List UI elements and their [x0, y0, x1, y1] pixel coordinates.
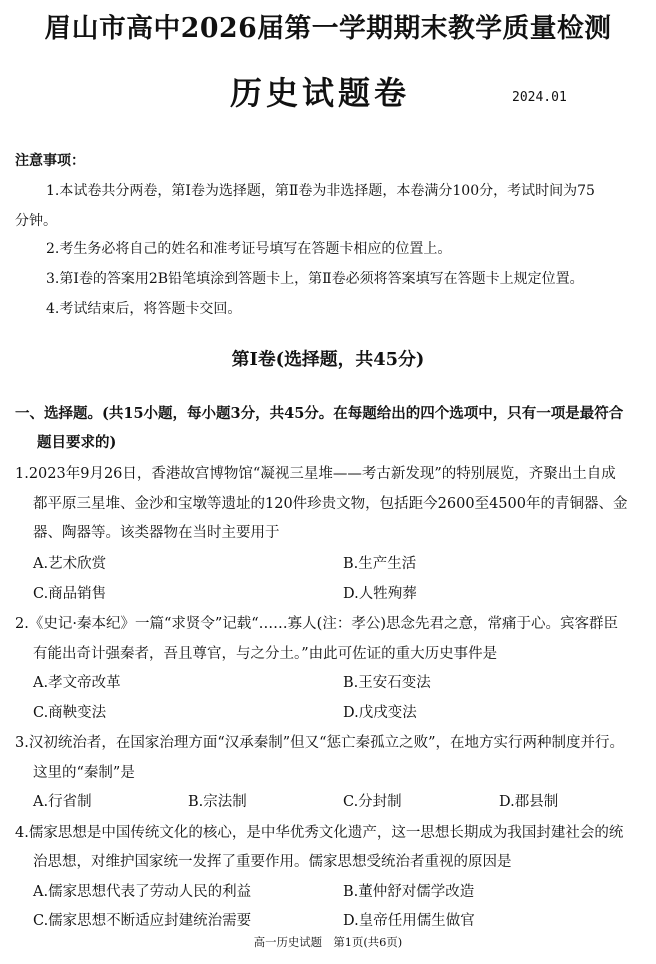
exam-date: 2024.01	[512, 90, 567, 105]
question-2-line-1: 2.《史记·秦本纪》一篇“求贤令”记载“……寡人(注：孝公)思念先君之意，常痛于心。宾客群臣	[15, 616, 618, 632]
section-heading-cont: 题目要求的)	[37, 434, 117, 451]
question-1-line-2: 都平原三星堆、金沙和宝墩等遗址的120件珍贵文物，包括距今2600至4500年的青铜器、金	[33, 496, 628, 512]
question-4-option-a[interactable]: A.儒家思想代表了劳动人民的利益	[33, 884, 252, 900]
note-item-1: 1.本试卷共分两卷，第Ⅰ卷为选择题，第Ⅱ卷为非选择题，本卷满分100分，考试时间为75	[46, 183, 595, 199]
question-1-option-d[interactable]: D.人牲殉葬	[343, 586, 417, 602]
question-1-line-3: 器、陶器等。该类器物在当时主要用于	[33, 525, 280, 541]
question-1-option-b[interactable]: B.生产生活	[343, 556, 417, 572]
question-3-option-d[interactable]: D.郡县制	[499, 794, 559, 810]
note-item-1-cont: 分钟。	[15, 213, 57, 229]
question-2-option-d[interactable]: D.戊戌变法	[343, 705, 417, 721]
question-3-option-c[interactable]: C.分封制	[343, 794, 402, 810]
section-heading: 一、选择题。(共15小题，每小题3分，共45分。在每题给出的四个选项中，只有一项是最符合	[15, 405, 624, 422]
section-title: 第Ⅰ卷(选择题，共45分)	[231, 349, 425, 370]
question-3-line-2: 这里的“秦制”是	[33, 765, 135, 781]
exam-school-title: 眉山市高中2026届第一学期期末教学质量检测	[44, 13, 612, 44]
question-1-option-a[interactable]: A.艺术欣赏	[33, 556, 107, 572]
question-2-option-a[interactable]: A.孝文帝改革	[33, 675, 121, 691]
question-3-option-a[interactable]: A.行省制	[33, 794, 92, 810]
question-4-line-2: 治思想，对维护国家统一发挥了重要作用。儒家思想受统治者重视的原因是	[33, 854, 512, 870]
question-2-option-c[interactable]: C.商鞅变法	[33, 705, 107, 721]
exam-subject-title: 历史试题卷	[230, 74, 411, 112]
question-4-option-c[interactable]: C.儒家思想不断适应封建统治需要	[33, 913, 252, 929]
question-2-option-b[interactable]: B.王安石变法	[343, 675, 431, 691]
notes-title: 注意事项：	[15, 153, 85, 169]
question-3-line-1: 3.汉初统治者，在国家治理方面“汉承秦制”但又“惩亡秦孤立之败”，在地方实行两种制度并行。	[15, 735, 624, 751]
note-item-3: 3.第Ⅰ卷的答案用2B铅笔填涂到答题卡上，第Ⅱ卷必须将答案填写在答题卡上规定位置。	[46, 271, 584, 287]
question-1-line-1: 1.2023年9月26日，香港故宫博物馆“凝视三星堆——考古新发现”的特别展览，齐聚出土自成	[15, 466, 616, 482]
question-4-line-1: 4.儒家思想是中国传统文化的核心，是中华优秀文化遗产，这一思想长期成为我国封建社会的统	[15, 825, 624, 841]
question-2-line-2: 有能出奇计强秦者，吾且尊官，与之分土。”由此可佐证的重大历史事件是	[33, 646, 498, 662]
question-4-option-b[interactable]: B.董仲舒对儒学改造	[343, 884, 475, 900]
question-1-option-c[interactable]: C.商品销售	[33, 586, 107, 602]
note-item-4: 4.考试结束后，将答题卡交回。	[46, 301, 242, 317]
question-4-option-d[interactable]: D.皇帝任用儒生做官	[343, 913, 475, 929]
page-footer: 高一历史试题 第1页(共6页)	[253, 935, 403, 949]
question-3-option-b[interactable]: B.宗法制	[188, 794, 247, 810]
note-item-2: 2.考生务必将自己的姓名和准考证号填写在答题卡相应的位置上。	[46, 241, 452, 257]
